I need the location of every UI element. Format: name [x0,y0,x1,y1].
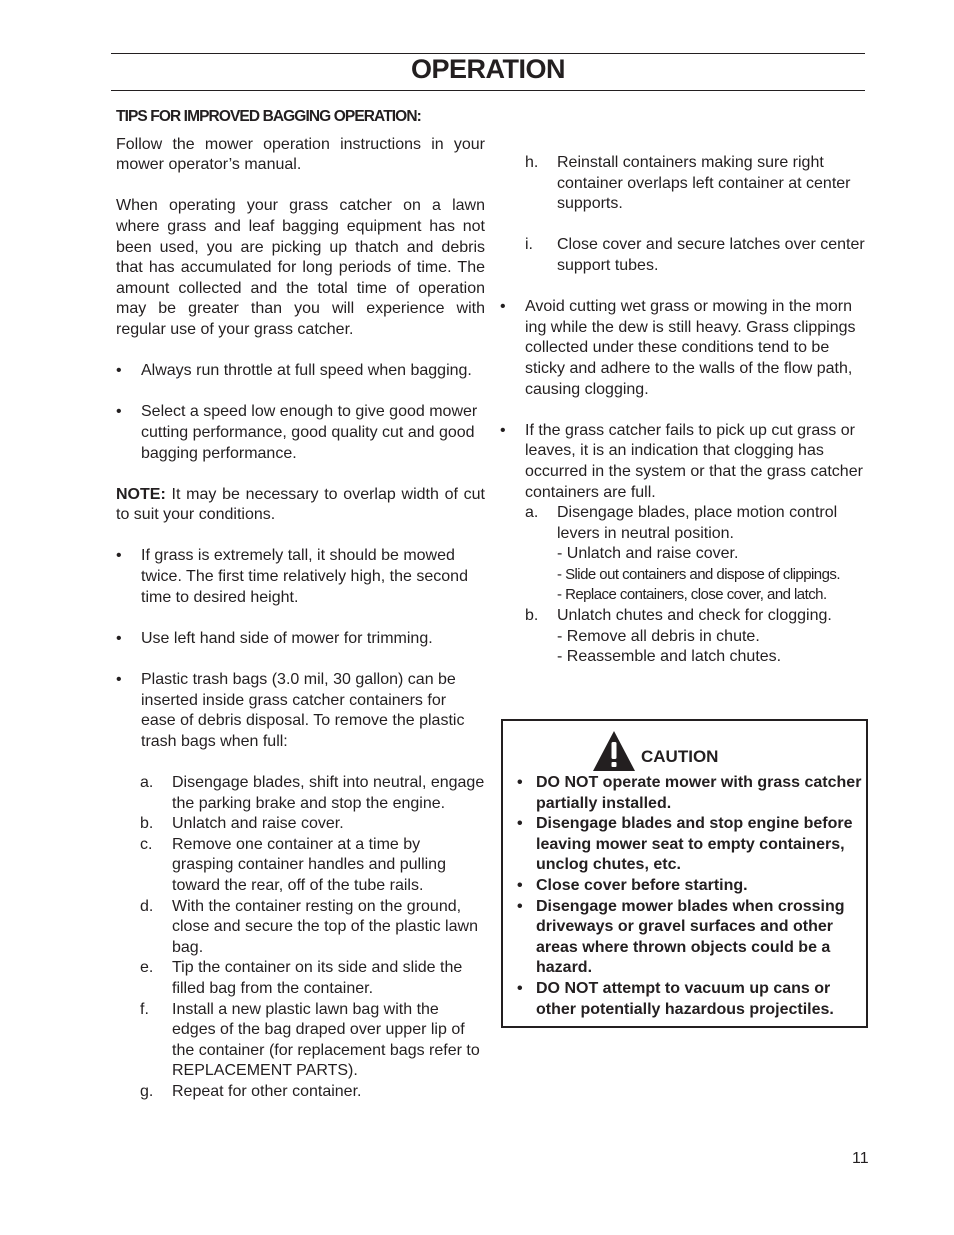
caution-item-text: Close cover before starting. [536,876,748,894]
intro-paragraph-1: Follow the mower operation instructions in your mower operator’s manual. [116,135,485,174]
step-item [140,897,485,959]
step-label: h. [525,154,539,171]
step-item [525,606,870,668]
step-text: Disengage blades, place motion control levers in neutral position. [557,504,838,542]
list-item-text: Plastic trash bags (3.0 mil, 30 gallon) can be inserted inside grass catcher containers for ease of debris disposal. To remove the plastic trash bags when full: [141,671,465,750]
bag-removal-steps [116,773,485,1103]
step-item [140,1082,485,1103]
section-heading: TIPS FOR IMPROVED BAGGING OPERATION: [116,108,421,125]
step-text: Disengage blades, shift into neutral, engage the parking brake and stop the engine. [172,774,485,812]
step-text: Tip the container on its side and slide the filled bag from the container. [172,959,463,997]
sub-step: - Unlatch and raise cover. [557,545,739,563]
step-text: Unlatch and raise cover. [172,815,344,833]
list-item-text: Avoid cutting wet grass or mowing in the morn ing while the dew is still heavy. Grass clippings collected under these conditions tend to be sticky and adhere to the walls of the flow path, causing clogging. [525,298,856,398]
step-label: e. [140,959,154,977]
bullet-icon: • [517,774,523,791]
step-text: Install a new plastic lawn bag with the edges of the bag draped over upper lip of the container (for replacement bags refer to REPLACEMENT PARTS). [172,1000,480,1080]
caution-item-text: DO NOT operate mower with grass catcher partially installed. [536,774,862,812]
sub-step: - Remove all debris in chute. [557,627,760,645]
note-label: NOTE: [116,485,166,503]
step-item [140,773,485,814]
caution-item-text: Disengage blades and stop engine before leaving mower seat to empty containers, unclog chutes, etc. [536,815,853,874]
step-item [140,814,485,835]
step-label: g. [140,1082,154,1100]
step-label: b. [525,607,539,625]
step-item [140,958,485,999]
caution-title: CAUTION [641,747,719,766]
list-item-text: Always run throttle at full speed when bagging. [141,362,472,380]
page-title: OPERATION [410,54,565,84]
list-item-text: If grass is extremely tall, it should be mowed twice. The first time relatively high, the second time to desired height. [141,547,468,606]
note-paragraph [116,485,485,526]
note-text: It may be necessary to overlap width of cut to suit your conditions. [116,485,485,524]
warning-triangle-icon [591,729,637,773]
caution-item [517,876,864,897]
caution-item [517,814,864,876]
list-item [116,361,485,382]
list-item [500,297,870,400]
list-item [500,421,870,668]
bullet-icon: • [116,403,122,421]
bullet-icon: • [500,298,506,316]
list-item [116,546,485,608]
intro-paragraph-2: When operating your grass catcher on a lawn where grass and leaf bagging equipment has not been used, you are picking up thatch and debris that has accumulated for long periods of time. The amount collected and the total time of operation may be greater than you will experience with regular use of your grass catcher. [116,197,485,338]
title-underline [111,90,865,91]
bullet-icon: • [517,876,523,894]
bullet-icon: • [116,362,122,380]
caution-item [517,897,864,979]
right-column [500,153,870,668]
caution-item [517,773,864,814]
list-item [116,670,485,752]
step-label: i. [525,236,533,254]
step-label: d. [140,897,154,915]
step-item [140,1000,485,1082]
step-item [525,235,870,276]
step-text: With the container resting on the ground, close and secure the top of the plastic lawn bag. [172,897,478,956]
caution-item-text: Disengage mower blades when crossing driveways or gravel surfaces and other areas where thrown objects could be a hazard. [536,897,845,977]
list-item-text: If the grass catcher fails to pick up cut grass or leaves, it is an indication that clogging has occurred in the system or that the grass catcher containers are full. [525,421,863,501]
sub-step: - Replace containers, close cover, and latch. [557,586,827,604]
list-item-text: Use left hand side of mower for trimming. [141,629,433,647]
bullet-icon: • [116,547,122,565]
step-item [525,503,870,606]
list-item [116,629,485,650]
left-column [116,107,485,1103]
step-label: f. [140,1000,149,1018]
step-label: b. [140,815,154,833]
caution-item [517,979,864,1020]
caution-box [501,719,868,1028]
bullet-icon: • [517,897,523,915]
step-label: a. [140,774,154,791]
bullet-icon: • [517,979,523,997]
list-item-text: Select a speed low enough to give good mower cutting performance, good quality cut and good bagging performance. [141,403,478,462]
step-label: c. [140,835,153,853]
step-text: Reinstall containers making sure right container overlaps left container at center supports. [557,154,851,213]
page-number: 11 [852,1150,869,1167]
step-label: a. [525,504,539,522]
caution-item-text: DO NOT attempt to vacuum up cans or other potentially hazardous projectiles. [536,979,834,1018]
step-text: Unlatch chutes and check for clogging. [557,607,832,625]
caution-list [517,773,864,1020]
bullet-icon: • [116,629,122,647]
step-text: Close cover and secure latches over center support tubes. [557,236,865,274]
bullet-icon: • [517,815,523,833]
bullet-icon: • [116,671,122,689]
step-item [140,835,485,897]
list-item [116,402,485,464]
step-text: Remove one container at a time by grasping container handles and pulling toward the rear, off of the tube rails. [172,835,446,894]
sub-step: - Slide out containers and dispose of clippings. [557,565,840,583]
bullet-icon: • [500,421,506,439]
sub-step: - Reassemble and latch chutes. [557,648,782,666]
step-item [525,153,870,215]
step-text: Repeat for other container. [172,1082,362,1100]
